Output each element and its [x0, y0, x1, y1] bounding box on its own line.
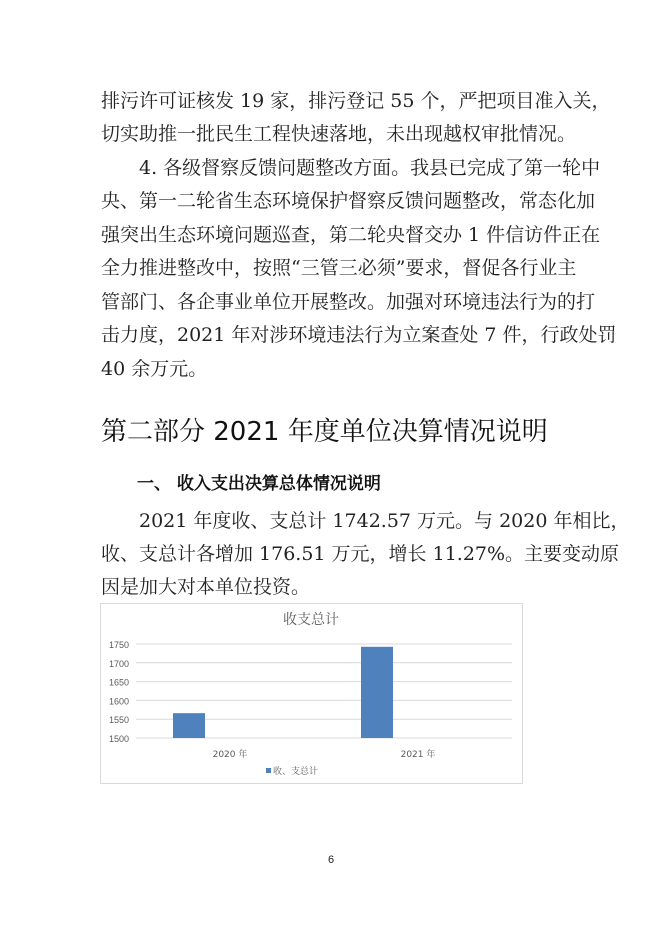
- text-line: 管部门、各企事业单位开展整改。加强对环境违法行为的打: [101, 291, 596, 313]
- text-line: 排污许可证核发 19 家，排污登记 55 个，严把项目准入关，: [101, 90, 611, 112]
- bar: [173, 713, 205, 738]
- y-tick-label: 1650: [108, 677, 129, 688]
- text-line: 40 余万元。: [101, 358, 208, 380]
- bar-chart: [100, 603, 523, 784]
- text-line: 因是加大对本单位投资。: [101, 576, 311, 598]
- chart-title: 收支总计: [283, 612, 339, 628]
- x-tick-label: 2020 年: [212, 750, 248, 760]
- legend-label: 收、支总计: [273, 767, 319, 777]
- text-line: 收、支总计各增加 176.51 万元，增长 11.27%。主要变动原: [101, 543, 620, 565]
- y-tick-label: 1550: [108, 715, 129, 726]
- y-tick-label: 1750: [108, 640, 129, 650]
- section-heading: 第二部分 2021 年度单位决算情况说明: [101, 417, 548, 447]
- legend-swatch: [266, 768, 271, 773]
- y-tick-label: 1500: [108, 734, 129, 744]
- bar: [361, 647, 393, 738]
- chart-canvas: [101, 604, 522, 783]
- text-line: 强突出生态环境问题巡查，第二轮央督交办 1 件信访件正在: [101, 224, 601, 246]
- text-line: 击力度，2021 年对涉环境违法行为立案查处 7 件，行政处罚: [101, 324, 617, 346]
- text-line: 全力推进整改中，按照“三管三必须”要求，督促各行业主: [101, 257, 577, 279]
- y-tick-label: 1600: [108, 696, 129, 707]
- text-line: 4. 各级督察反馈问题整改方面。我县已完成了第一轮中: [139, 157, 601, 179]
- text-line: 切实助推一批民生工程快速落地，未出现越权审批情况。: [101, 123, 577, 145]
- x-tick-label: 2021 年: [400, 750, 436, 760]
- text-line: 央、第一二轮省生态环境保护督察反馈问题整改，常态化加: [101, 190, 596, 212]
- subheading: 一、 收入支出决算总体情况说明: [137, 474, 381, 494]
- y-tick-label: 1700: [108, 658, 129, 669]
- text-line: 2021 年度收、支总计 1742.57 万元。与 2020 年相比，: [139, 510, 630, 532]
- page-number: 6: [327, 854, 335, 866]
